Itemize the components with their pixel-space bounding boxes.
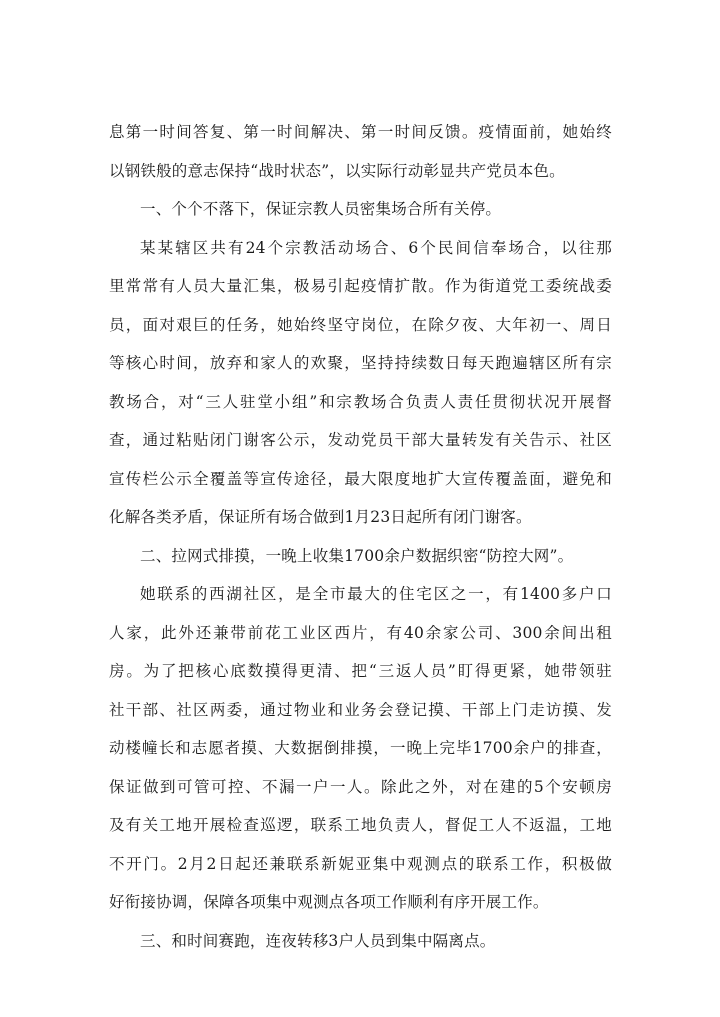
section-heading-3 [109,922,612,961]
paragraph-community-survey [109,575,612,922]
text-line: 动楼幢长和志愿者摸、大数据倒排摸，一晚上完毕1700余户的排查， [109,739,612,757]
paragraph-religious-sites [109,229,612,537]
text-line: 员，面对艰巨的任务，她始终坚守岗位，在除夕夜、大年初一、周日 [109,315,612,334]
text-line: 等核心时间，放弃和家人的欢聚，坚持持续数日每天跑遍辖区所有宗 [109,354,612,372]
text-line: 教场合，对“三人驻堂小组”和宗教场合负责人责任贯彻状况开展督 [109,392,612,411]
section-heading-1 [109,190,612,229]
text-line: 好衔接协调，保障各项集中观测点各项工作顺利有序开展工作。 [109,893,549,911]
paragraph-continuation [109,113,612,190]
text-line: 不开门。2月2日起还兼联系新妮亚集中观测点的联系工作，积极做 [109,854,612,873]
text-line: 以钢铁般的意志保持“战时状态”，以实际行动彰显共产党员本色。 [109,161,565,180]
text-line: 及有关工地开展检查巡逻，联系工地负责人，督促工人不返温，工地 [109,816,612,834]
text-line: 人家，此外还兼带前花工业区西片，有40余家公司、300余间出租 [109,623,612,642]
text-line: 保证做到可管可控、不漏一户一人。除此之外，对在建的5个安顿房 [109,777,612,796]
text-line: 查，通过粘贴闭门谢客公示，发动党员干部大量转发有关告示、社区 [109,431,612,449]
heading-line: 一、个个不落下，保证宗教人员密集场合所有关停。 [140,200,502,218]
text-line: 社干部、社区两委，通过物业和业务会登记摸、干部上门走访摸、发 [109,700,612,719]
text-line: 房。为了把核心底数摸得更清、把“三返人员”盯得更紧，她带领驻 [109,662,612,680]
text-line: 宣传栏公示全覆盖等宣传途径，最大限度地扩大宣传覆盖面，避免和 [109,469,612,488]
text-line: 息第一时间答复、第一时间解决、第一时间反馈。疫情面前，她始终 [109,123,612,141]
document-body [109,113,612,960]
text-line: 里常常有人员大量汇集，极易引起疫情扩散。作为街道党工委统战委 [109,277,612,295]
text-line: 她联系的西湖社区，是全市最大的住宅区之一，有1400多户口 [140,585,612,603]
text-line: 某某辖区共有24个宗教活动场合、6个民间信奉场合，以往那 [140,238,612,257]
text-line: 化解各类矛盾，保证所有场合做到1月23日起所有闭门谢客。 [109,508,532,526]
section-heading-2 [109,537,612,576]
heading-line: 二、拉网式排摸，一晚上收集1700余户数据织密“防控大网”。 [140,546,574,565]
heading-line: 三、和时间赛跑，连夜转移3户人员到集中隔离点。 [140,931,496,950]
